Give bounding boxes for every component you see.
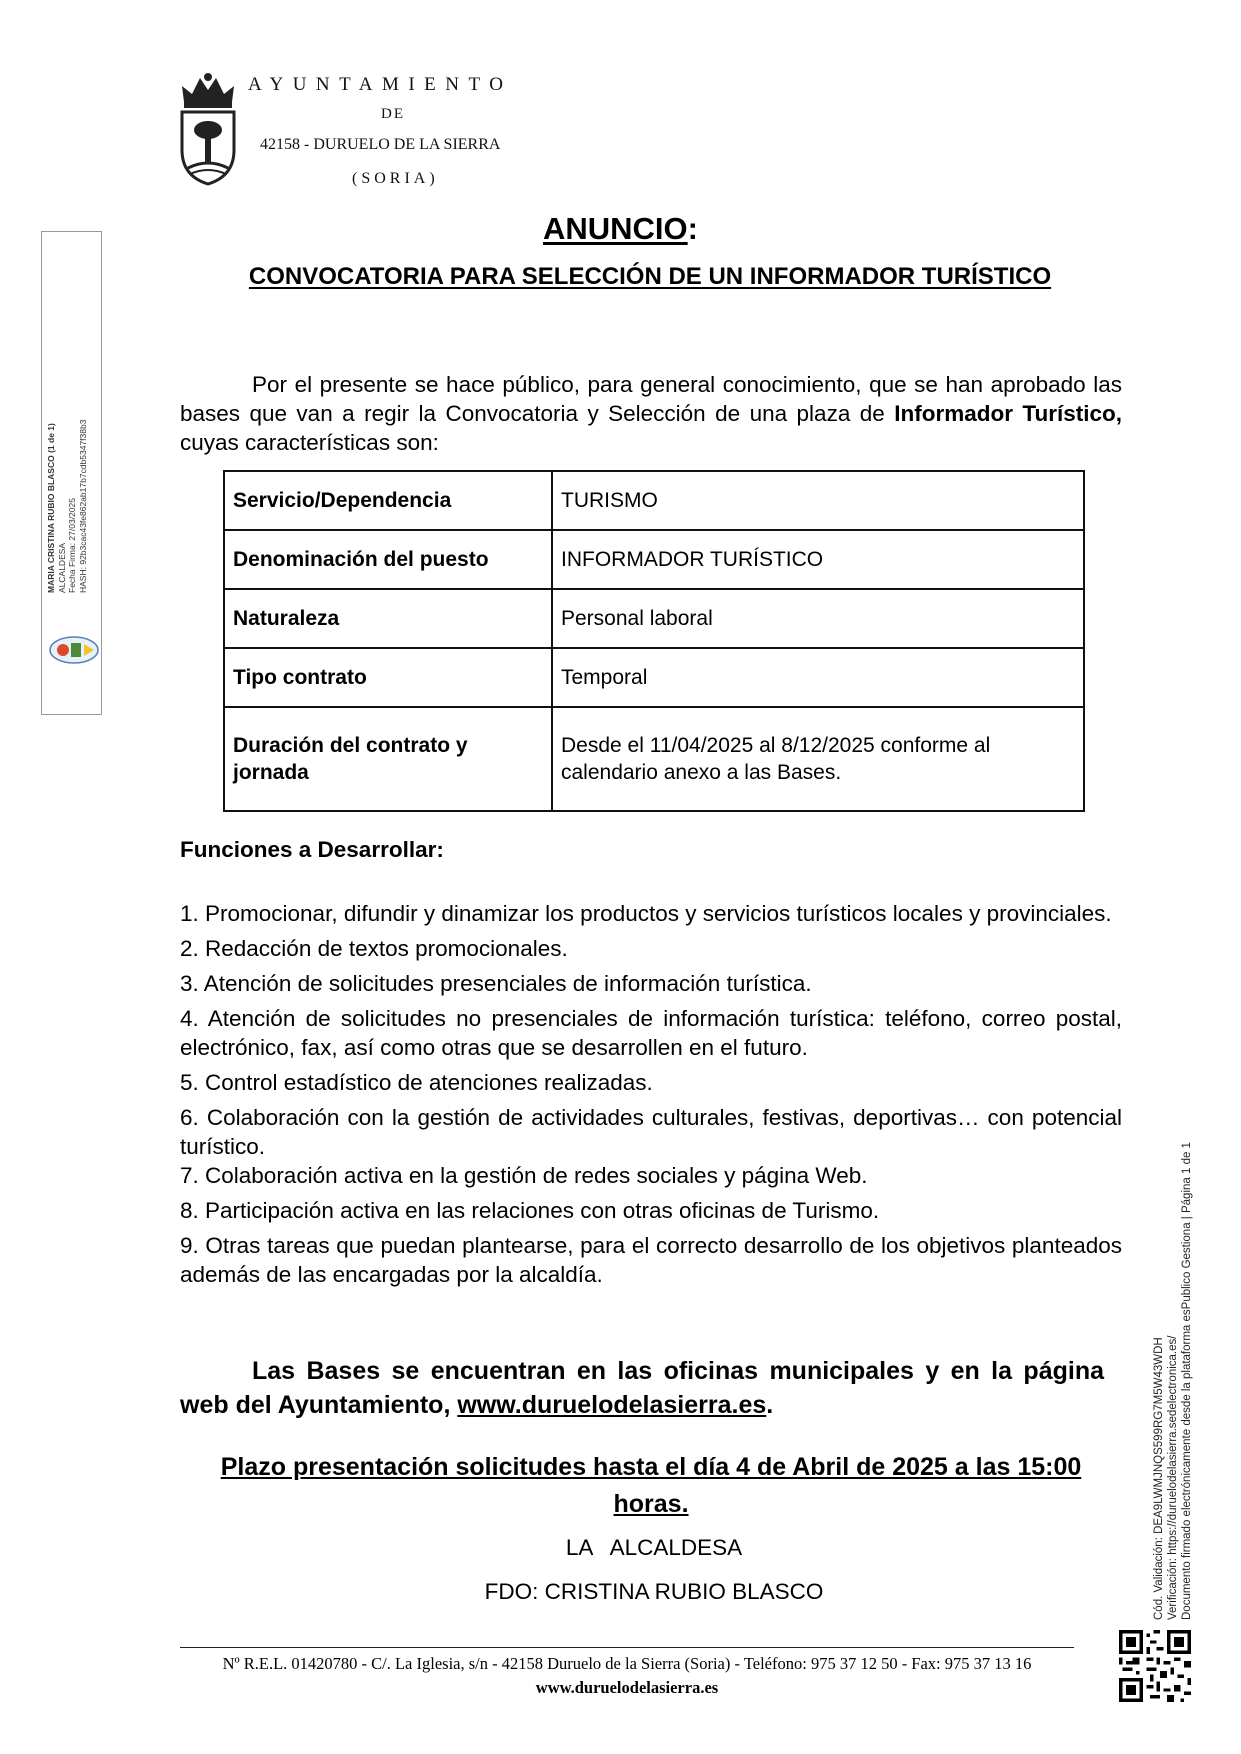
signature-seal-icon: [48, 634, 100, 666]
list-item: 3. Atención de solicitudes presenciales de información turística.: [180, 971, 812, 996]
footer-address: Nº R.E.L. 01420780 - C/. La Iglesia, s/n - 42158 Duruelo de la Sierra (Soria) - Teléfono: 975 37 12 50 - Fax: 975 37 13 16: [222, 1654, 1032, 1673]
page-subtitle: [220, 262, 1080, 292]
table-value: INFORMADOR TURÍSTICO: [552, 530, 1084, 589]
list-item: 1. Promocionar, difundir y dinamizar los productos y servicios turísticos locales y provinciales.: [180, 901, 1112, 926]
table-row: [224, 707, 1084, 811]
table-value: Personal laboral: [552, 589, 1084, 648]
table-value: TURISMO: [552, 471, 1084, 530]
list-item: 9. Otras tareas que puedan plantearse, para el correcto desarrollo de los objetivos planteados además de las encargadas por la alcaldía.: [180, 1233, 1122, 1287]
table-row: [224, 530, 1084, 589]
page-title: [0, 211, 1241, 247]
letterhead-province: (SORIA): [352, 170, 439, 187]
signature-hash: HASH: 92b3cac43fe862ab17b7cdb5347f38b3: [77, 419, 88, 593]
bases-text: Las Bases se encuentran en las oficinas municipales y en la página web del Ayuntamiento,: [180, 1357, 1104, 1419]
signature-role: ALCALDESA: [56, 542, 67, 593]
signature-date: Fecha Firma: 27/03/2025: [67, 498, 77, 593]
intro-paragraph: [180, 370, 1122, 457]
table-row: [224, 648, 1084, 707]
validation-url: Verificación: https://duruelodelasierra.sedelectronica.es/: [1167, 1335, 1179, 1620]
functions-heading: Funciones a Desarrollar:: [180, 837, 444, 862]
table-label: Servicio/Dependencia: [224, 471, 552, 530]
intro-text: Por el presente se hace público, para general conocimiento, que se han aprobado las bases que van a regir la Convocatoria y Selección de una plaza de: [180, 372, 1122, 426]
signatory-role: LA ALCALDESA: [565, 1535, 743, 1560]
table-row: [224, 589, 1084, 648]
table-value: Desde el 11/04/2025 al 8/12/2025 conforme al calendario anexo a las Bases.: [552, 707, 1084, 811]
signature-text: [46, 378, 98, 593]
intro-tail: cuyas características son:: [180, 430, 439, 455]
intro-bold: Informador Turístico,: [894, 401, 1122, 426]
table-row: [224, 471, 1084, 530]
table-value: Temporal: [552, 648, 1084, 707]
validation-code: Cód. Validación: DEA9LWMJNQS599RG7M5W43WDH: [1153, 1337, 1165, 1620]
table-label: Tipo contrato: [224, 648, 552, 707]
letterhead-town: 42158 - DURUELO DE LA SIERRA: [260, 136, 501, 153]
table-label: Denominación del puesto: [224, 530, 552, 589]
municipal-crest-icon: [176, 72, 240, 186]
list-item: 6. Colaboración con la gestión de actividades culturales, festivas, deportivas… con potencial turístico.: [180, 1105, 1122, 1159]
deadline-notice: Plazo presentación solicitudes hasta el día 4 de Abril de 2025 a las 15:00 horas.: [220, 1453, 1082, 1518]
validation-platform: Documento firmado electrónicamente desde la plataforma esPublico Gestiona | Página 1 de 1: [1181, 1142, 1193, 1620]
list-item: 4. Atención de solicitudes no presenciales de información turística: teléfono, correo postal, electrónico, fax, así como otras que se desarrollen en el futuro.: [180, 1006, 1122, 1060]
table-label: Naturaleza: [224, 589, 552, 648]
bases-end: .: [766, 1391, 774, 1419]
signatory-name: FDO: CRISTINA RUBIO BLASCO: [484, 1579, 824, 1604]
letterhead-de: DE: [381, 106, 405, 122]
qr-code-icon: [1119, 1630, 1191, 1702]
functions-list: [180, 899, 1122, 1295]
title-colon: :: [687, 211, 698, 246]
footer-divider: [180, 1647, 1074, 1648]
table-label: Duración del contrato y jornada: [224, 707, 552, 811]
footer-website: www.duruelodelasierra.es: [535, 1678, 719, 1697]
title-anuncio: ANUNCIO: [543, 211, 688, 246]
list-item: 8. Participación activa en las relaciones con otras oficinas de Turismo.: [180, 1198, 880, 1223]
website-link[interactable]: www.duruelodelasierra.es: [457, 1391, 767, 1419]
characteristics-table: [223, 470, 1085, 812]
list-item: 7. Colaboración activa en la gestión de redes sociales y página Web.: [180, 1163, 868, 1188]
subtitle-convocatoria: CONVOCATORIA PARA SELECCIÓN DE UN INFORMADOR TURÍSTICO: [248, 263, 1052, 290]
list-item: 5. Control estadístico de atenciones realizadas.: [180, 1070, 653, 1095]
list-item: 2. Redacción de textos promocionales.: [180, 936, 568, 961]
bases-paragraph: [180, 1354, 1104, 1422]
signature-name: MARIA CRISTINA RUBIO BLASCO (1 de 1): [46, 423, 56, 593]
letterhead-ayuntamiento: AYUNTAMIENTO: [248, 74, 513, 95]
